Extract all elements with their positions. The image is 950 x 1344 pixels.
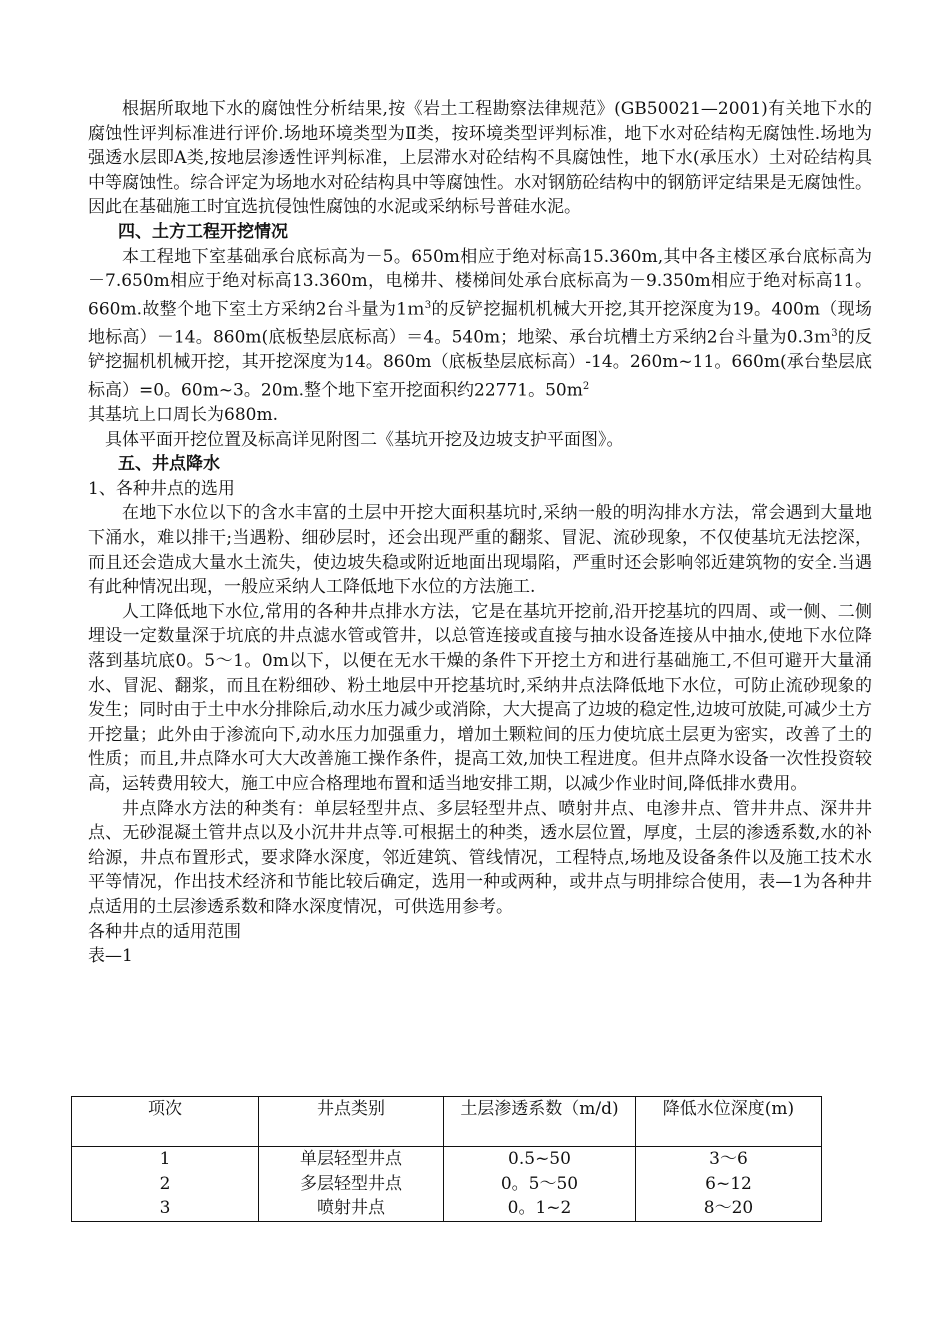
document-page xyxy=(88,97,872,969)
scope-title: 各种井点的适用范围 xyxy=(88,921,241,942)
cell-drawdown-depth: 3～6 xyxy=(636,1147,822,1172)
section-4-heading: 四、土方工程开挖情况 xyxy=(118,221,288,242)
well-scope-table xyxy=(71,1096,822,1222)
square-superscript: 2 xyxy=(582,380,590,392)
earthwork-text-a: 本工程地下室基础承台底标高为－5。650m相应于绝对标高15.360m,其中各主楼区承台底标高为－7.650m相应于绝对标高13.360m，电梯井、楼梯间处承台底标高为－9.350m相应于绝对标高11。660m.故整个地下室土方采纳2台斗量为1ｍ xyxy=(88,246,872,320)
earthwork-text-b: 的反铲挖掘机机械大开挖,其开挖深度为19。400m（现场地标高）－14。860m(底板垫层底标高）＝4。540m；地梁、承台坑槽土方采纳2台斗量为0.3ｍ xyxy=(88,299,872,348)
corrosion-paragraph: 根据所取地下水的腐蚀性分析结果,按《岩土工程勘察法律规范》(GB50021—2001)有关地下水的腐蚀性评判标准进行评价.场地环境类型为Ⅱ类，按环境类型评判标准，地下水对砼结构无腐蚀性.场地为强透水层即A类,按地层渗透性评判标准，上层滞水对砼结构不具腐蚀性，地下水(承压水）土对砼结构具中等腐蚀性。综合评定为场地水对砼结构具中等腐蚀性。水对钢筋砼结构中的钢筋评定结果是无腐蚀性。因此在基础施工时宜选抗侵蚀性腐蚀的水泥或采纳标号普硅水泥。 xyxy=(88,99,872,218)
cell-drawdown-depth: 6~12 xyxy=(636,1172,822,1197)
subsection-1-heading: 1、各种井点的选用 xyxy=(88,478,235,499)
table-row xyxy=(72,1147,822,1172)
cubic-superscript: 3 xyxy=(831,328,838,339)
cell-permeability: 0.5~50 xyxy=(444,1147,636,1172)
cell-item-no: 2 xyxy=(72,1172,259,1197)
table-row xyxy=(72,1196,822,1221)
plan-reference-line: 具体平面开挖位置及标高详见附图二《基坑开挖及边坡支护平面图》。 xyxy=(105,429,624,450)
cell-well-type: 单层轻型井点 xyxy=(259,1147,444,1172)
cell-item-no: 1 xyxy=(72,1147,259,1172)
artificial-dewatering-paragraph: 人工降低地下水位,常用的各种井点排水方法，它是在基坑开挖前,沿开挖基坑的四周、或一侧、二侧埋设一定数量深于坑底的井点滤水管或管井，以总管连接或直接与抽水设备连接从中抽水,使地下水位降落到基坑底0。5～1。0m以下，以便在无水干燥的条件下开挖土方和进行基础施工,不但可避开大量涌水、冒泥、翻浆，而且在粉细砂、粉土地层中开挖基坑时,采纳井点法降低地下水位，可防止流砂现象的发生；同时由于土中水分排除后,动水压力减少或消除，大大提高了边坡的稳定性,边坡可放陡,可减少土方开挖量；此外由于渗流向下,动水压力加强重力，增加土颗粒间的压力使坑底土层更为密实，改善了土的性质；而且,井点降水可大大改善施工操作条件，提高工效,加快工程进度。但井点降水设备一次性投资较高，运转费用较大，施工中应合格理地布置和适当地安排工期，以减少作业时间,降低排水费用。 xyxy=(88,601,872,794)
earthwork-text-c: 的反铲挖掘机机械开挖，其开挖深度为14。860m（底板垫层底标高）-14。260m~11。660m(承台垫层底标高）=0。60m~3。20m.整个地下室开挖面积约22771。50m xyxy=(88,327,873,401)
drainage-paragraph: 在地下水位以下的含水丰富的土层中开挖大面积基坑时,采纳一般的明沟排水方法，常会遇到大量地下涌水，难以排干;当遇粉、细砂层时，还会出现严重的翻浆、冒泥、流砂现象，不仅使基坑无法挖深，而且还会造成大量水土流失，使边坡失稳或附近地面出现塌陷，严重时还会影响邻近建筑物的安全.当遇有此种情况出现，一般应采纳人工降低地下水位的方法施工. xyxy=(88,503,872,598)
header-permeability: 土层渗透系数（m/d) xyxy=(444,1097,636,1147)
cell-drawdown-depth: 8～20 xyxy=(636,1196,822,1221)
table-row xyxy=(72,1172,822,1197)
cell-well-type: 多层轻型井点 xyxy=(259,1172,444,1197)
header-item-no: 项次 xyxy=(72,1097,259,1147)
cubic-superscript: 3 xyxy=(424,299,432,311)
header-drawdown-depth: 降低水位深度(m) xyxy=(636,1097,822,1147)
cell-well-type: 喷射井点 xyxy=(259,1196,444,1221)
perimeter-line: 其基坑上口周长为680m. xyxy=(88,405,278,426)
earthwork-paragraph xyxy=(88,245,872,404)
well-types-paragraph: 井点降水方法的种类有：单层轻型井点、多层轻型井点、喷射井点、电渗井点、管井井点、深井井点、无砂混凝土管井点以及小沉井井点等.可根据土的种类，透水层位置，厚度，土层的渗透系数,水的补给源，井点布置形式，要求降水深度，邻近建筑、管线情况，工程特点,场地及设备条件以及施工技术水平等情况，作出技术经济和节能比较后确定，选用一种或两种，或井点与明排综合使用，表—1为各种井点适用的土层渗透系数和降水深度情况，可供选用参考。 xyxy=(88,798,872,917)
cell-item-no: 3 xyxy=(72,1196,259,1221)
cell-permeability: 0。5～50 xyxy=(444,1172,636,1197)
table-header-row xyxy=(72,1097,822,1147)
section-5-heading: 五、井点降水 xyxy=(118,454,220,475)
cell-permeability: 0。1~2 xyxy=(444,1196,636,1221)
header-well-type: 井点类别 xyxy=(259,1097,444,1147)
table-caption: 表—1 xyxy=(88,946,133,967)
